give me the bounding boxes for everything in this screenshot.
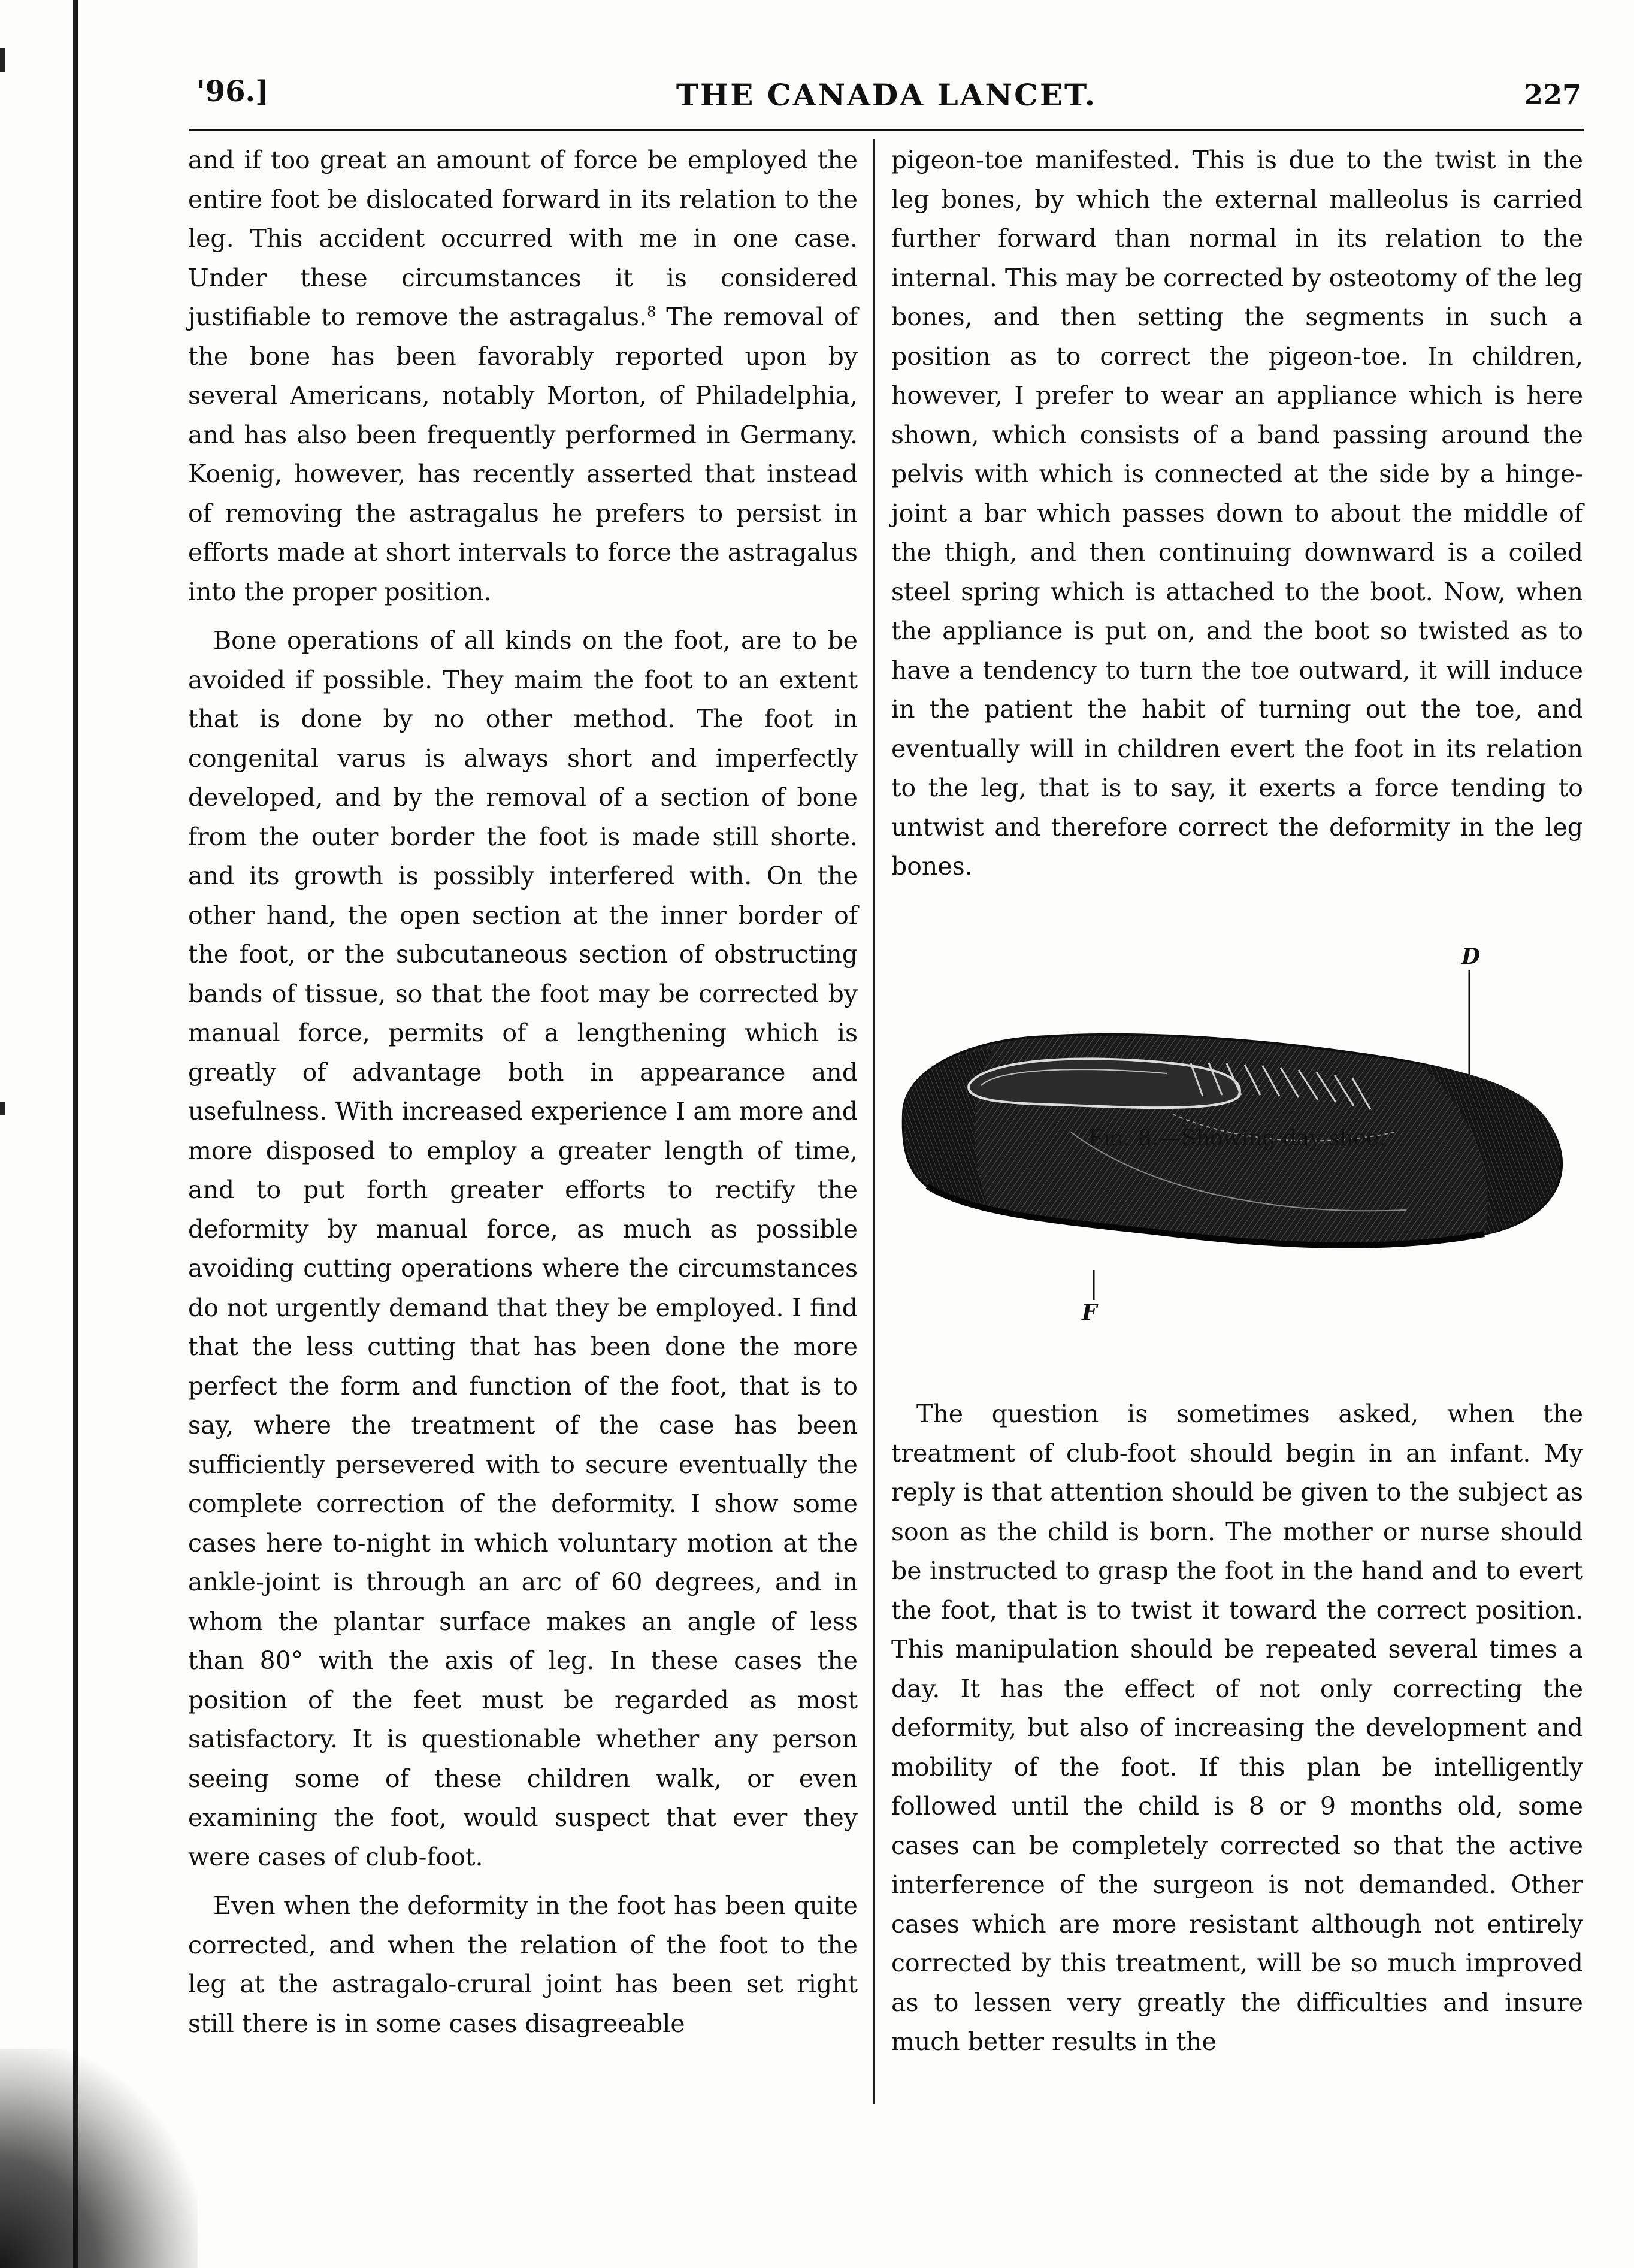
footnote-reference: 8	[647, 303, 656, 320]
paragraph-text: The removal of the bone has been favorably reported upon by several Americans, notably Morton, of Philadelphia, and has also been frequently performed in Germany. Koenig, however, has recently asserted that instead of removing the astragalus he prefers to persist in efforts made at short intervals to force the astragalus into the proper position.	[188, 303, 858, 606]
paragraph-text: and if too great an amount of force be employed the entire foot be dislocated forward in its relation to the leg. This accident occurred with me in one case. Under these circumstances it is considered justifiable to remove the astragalus.	[188, 146, 858, 331]
shoe-opening	[969, 1059, 1240, 1108]
gutter-speck	[0, 1102, 5, 1115]
figure-caption	[891, 1126, 1583, 1151]
header-rule	[189, 129, 1584, 131]
right-column-upper	[891, 141, 1583, 887]
volume-year-mark: '96.]	[196, 75, 269, 108]
figure-label-d: D	[1461, 944, 1481, 969]
figure-number: Fig. 8.	[1088, 1126, 1160, 1151]
caption-text: —Showing day shoe.	[1160, 1126, 1386, 1151]
running-header	[192, 75, 1581, 123]
page-number: 227	[1523, 78, 1581, 111]
right-column-lower	[891, 1395, 1583, 2062]
left-column	[188, 141, 858, 2043]
paragraph	[188, 141, 858, 612]
gutter-speck	[0, 48, 5, 72]
paragraph: Bone operations of all kinds on the foot, are to be avoided if possible. They maim the foot to an extent that is done by no other method. The foot in congenital varus is always short and imperfectly developed, and by the removal of a section of bone from the outer border the foot is made still shorte. and its growth is possibly interfered with. On the other hand, the open section at the inner border of the foot, or the subcutaneous section of obstructing bands of tissue, so that the foot may be corrected by manual force, permits of a lengthening which is greatly of advantage both in appearance and usefulness. With increased experience I am more and more disposed to employ a greater length of time, and to put forth greater efforts to rectify the deformity by manual force, as much as possible avoiding cutting operations where the circumstances do not urgently demand that they be employed. I find that the less cutting that has been done the more perfect the form and function of the foot, that is to say, where the treatment of the case has been sufficiently persevered with to secure eventually the complete correction of the deformity. I show some cases here to-night in which voluntary motion at the ankle-joint is through an arc of 60 degrees, and in whom the plantar surface makes an angle of less than 80° with the axis of leg. In these cases the position of the feet must be regarded as most satisfactory. It is questionable whether any person seeing some of these children walk, or even examining the foot, would suspect that ever they were cases of club-foot.	[188, 626, 858, 1871]
paragraph: The question is sometimes asked, when the treatment of club-foot should begin in an infant. My reply is that attention should be given to the subject as soon as the child is born. The mother or nurse should be instructed to grasp the foot in the hand and to evert the foot, that is to twist it toward the correct position. This manipulation should be repeated several times a day. It has the effect of not only correcting the deformity, but also of increasing the development and mobility of the foot. If this plan be intelligently followed until the child is 8 or 9 months old, some cases can be completely corrected so that the active interference of the surgeon is not demanded. Other cases which are more resistant although not entirely corrected by this treatment, will be so much improved as to lessen very greatly the difficulties and insure much better results in the	[891, 1399, 1583, 2056]
page-smudge	[0, 2049, 198, 2268]
journal-title: THE CANADA LANCET.	[676, 77, 1097, 113]
paragraph: pigeon-toe manifested. This is due to the twist in the leg bones, by which the external malleolus is carried further forward than normal in its relation to the internal. This may be corrected by osteotomy of the leg bones, and then setting the segments in such a position as to correct the pigeon-toe. In children, however, I prefer to wear an appliance which is here shown, which consists of a band passing around the pelvis with which is connected at the side by a hinge-joint a bar which passes down to about the middle of the thigh, and then continuing downward is a coiled steel spring which is attached to the boot. Now, when the appliance is put on, and the boot so twisted as to have a tendency to turn the toe outward, it will induce in the patient the habit of turning out the toe, and eventually will in children evert the foot in its relation to the leg, that is to say, it exerts a force tending to untwist and therefore correct the deformity in the leg bones.	[891, 146, 1583, 881]
figure-label-f: F	[1082, 1300, 1097, 1325]
paragraph: Even when the deformity in the foot has been quite corrected, and when the relation of the foot to the leg at the astragalo-crural joint has been set right still there is in some cases disagreeable	[188, 1891, 858, 2038]
column-divider	[873, 139, 875, 2104]
binding-gutter-shadow	[73, 0, 78, 2268]
